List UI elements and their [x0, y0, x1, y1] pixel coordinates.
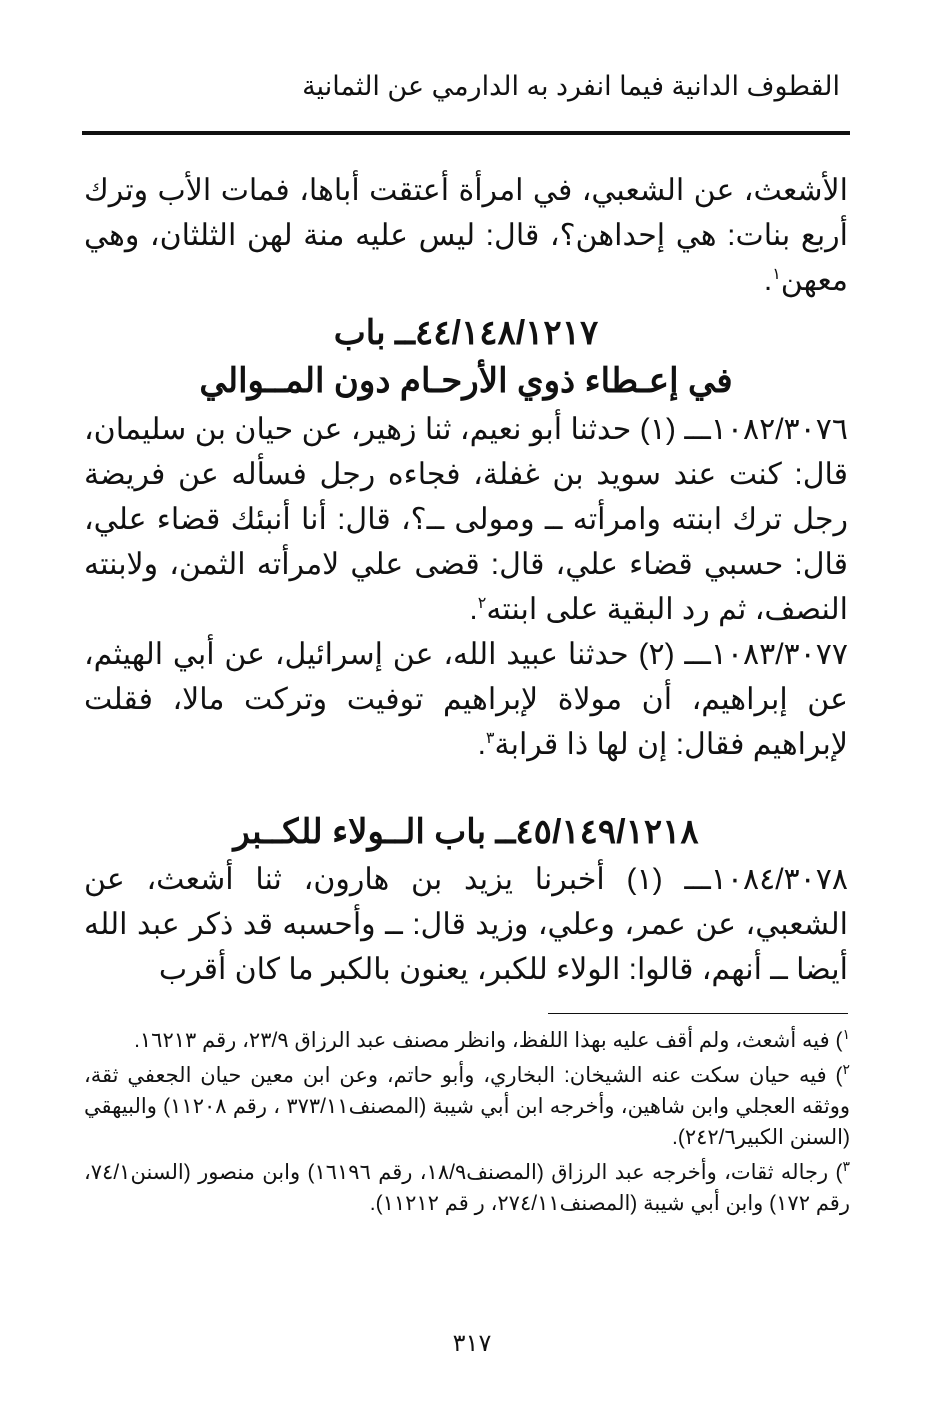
hadith-1084	[84, 857, 848, 992]
footnote-ref: ٢	[477, 595, 487, 612]
page-number: ٣١٧	[452, 1330, 492, 1357]
paragraph-end: .	[477, 728, 486, 761]
chapter-heading-number: ٤٤/١٤٨/١٢١٧ــ باب	[333, 314, 599, 352]
footnote-1	[84, 1025, 850, 1056]
chapter-heading-title: في إعـطاء ذوي الأرحـام دون المــوالي	[199, 362, 733, 400]
footnote-text: ) فيه أشعث، ولم أقف عليه بهذا اللفظ، وانظر مصنف عبد الرزاق ٢٣/٩، رقم ١٦٢١٣.	[134, 1029, 843, 1052]
paragraph-text: الأشعث، عن الشعبي، في امرأة أعتقت أباها، فمات الأب وترك أربع بنات: هي إحداهن؟، قال: ليس عليه منة لهن الثلثان، وهي معهن	[84, 174, 848, 297]
paragraph-end: .	[763, 264, 773, 297]
footnote-mark: ٢	[842, 1061, 850, 1077]
footnote-3	[84, 1157, 850, 1219]
hadith-1082	[84, 407, 848, 632]
footnotes	[84, 1025, 850, 1223]
paragraph-end: .	[469, 593, 478, 626]
hadith-1083	[84, 632, 848, 767]
footnote-mark: ١	[842, 1026, 850, 1042]
chapter-heading-2: ٤٥/١٤٩/١٢١٨ــ باب الــولاء للكــبر	[233, 813, 699, 851]
paragraph-continuation	[84, 168, 848, 303]
running-head: القطوف الدانية فيما انفرد به الدارمي عن الثمانية	[302, 71, 840, 101]
paragraph-text: ١٠٨٤/٣٠٧٨ـــ (١) أخبرنا يزيد بن هارون، ثنا أشعث، عن الشعبي، عن عمر، وعلي، وزيد قال: ــ وأحسبه قد ذكر عبد الله أيضا ــ أنهم، قالوا: الولاء للكبر، يعنون بالكبر ما كان أقرب	[84, 863, 848, 986]
footnote-ref: ٣	[485, 730, 495, 747]
footnote-ref: ١	[772, 266, 781, 283]
footnote-separator	[548, 1013, 848, 1014]
footnote-text: ) فيه حيان سكت عنه الشيخان: البخاري، وأبو حاتم، وعن ابن معين حيان الجعفي ثقة، ووثقه العجلي وابن شاهين، وأخرجه ابن أبي شيبة (المصنف٣٧٣/١١ ، رقم ١١٢٠٨) والبيهقي (السنن الكبير٢٤٢/٦).	[84, 1064, 850, 1149]
header-rule	[82, 131, 850, 135]
footnote-mark: ٣	[842, 1158, 850, 1174]
paragraph-text: ١٠٨٣/٣٠٧٧ـــ (٢) حدثنا عبيد الله، عن إسرائيل، عن أبي الهيثم، عن إبراهيم، أن مولاة لإبراهيم توفيت وتركت مالا، فقلت لإبراهيم فقال: إن لها ذا قرابة	[84, 638, 848, 761]
footnote-2	[84, 1060, 850, 1153]
footnote-text: ) رجاله ثقات، وأخرجه عبد الرزاق (المصنف١٨/٩، رقم ١٦١٩٦) وابن منصور (السنن٧٤/١، رقم ١٧٢) وابن أبي شيبة (المصنف٢٧٤/١١، ر قم ١١٢١٢).	[84, 1161, 850, 1215]
paragraph-text: ١٠٨٢/٣٠٧٦ـــ (١) حدثنا أبو نعيم، ثنا زهير، عن حيان بن سليمان، قال: كنت عند سويد بن غفلة، فجاءه رجل فسأله عن فريضة رجل ترك ابنته وامرأته ــ ومولى ــ؟، قال: أنا أنبئك قضاء علي، قال: حسبي قضاء علي، قال: قضى علي لامرأته الثمن، ولابنته النصف، ثم رد البقية على ابنته	[84, 413, 848, 626]
